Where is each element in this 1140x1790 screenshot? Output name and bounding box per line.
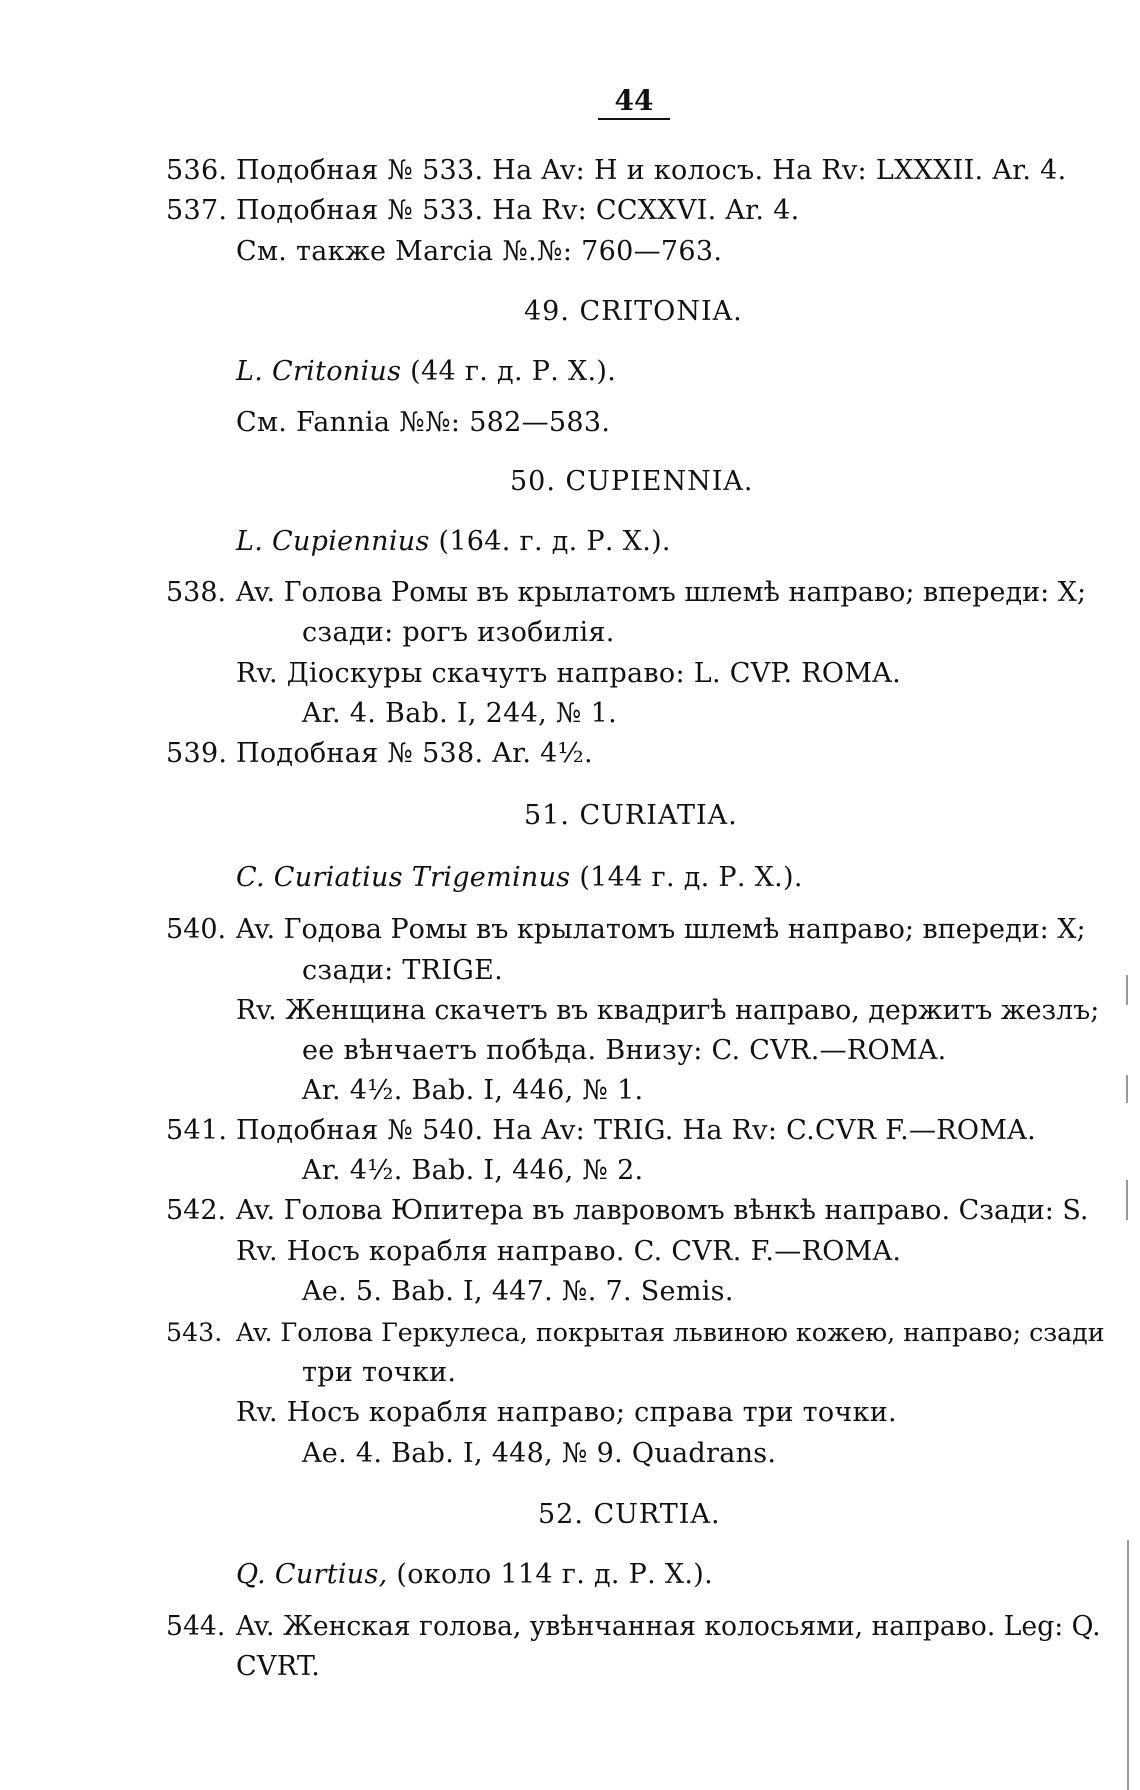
scan-edge-mark (1126, 1075, 1128, 1103)
entry-542-ref: Ae. 5. Bab. I, 447. №. 7. Semis. (302, 1276, 734, 1307)
entry-537 (166, 195, 800, 227)
section-heading-50: 50. CUPIENNIA. (510, 466, 754, 497)
scan-edge-mark (1126, 975, 1128, 1005)
page-number-rule (598, 118, 670, 120)
entry-number: 537. (166, 195, 228, 226)
entry-number: 540. (166, 914, 227, 945)
entry-text: Подобная № 538. Ar. 4½. (236, 738, 593, 769)
entry-541 (166, 1115, 1036, 1147)
entry-number: 541. (166, 1115, 228, 1146)
entry-542-reverse: Rv. Носъ корабля направо. C. CVR. F.—ROMA. (236, 1236, 902, 1267)
entry-544 (166, 1611, 1101, 1643)
entry-number: 539. (166, 738, 228, 769)
entry-537-see-also: См. также Marcia №.№: 760—763. (236, 236, 723, 267)
moneyer-name: L. Critonius (236, 356, 402, 387)
entry-536 (166, 155, 1067, 187)
entry-538 (166, 577, 1086, 609)
section-heading-49: 49. CRITONIA. (524, 296, 743, 327)
entry-text: Подобная № 533. На Av: H и колосъ. На Rv: LXXXII. Ar. 4. (236, 155, 1067, 186)
entry-number: 536. (166, 155, 228, 186)
entry-number: 544. (166, 1611, 226, 1642)
moneyer-date: (около 114 г. д. Р. X.). (396, 1559, 714, 1590)
entry-text: Av. Голова Ромы въ крылатомъ шлемѣ направо; впереди: X; (236, 577, 1087, 608)
page-number: 44 (614, 84, 654, 117)
entry-542 (166, 1195, 1089, 1227)
moneyer-name: Q. Curtius, (236, 1559, 388, 1590)
moneyer-cupiennius (236, 526, 671, 558)
entry-number: 543. (166, 1318, 223, 1347)
moneyer-curiatius (236, 862, 803, 894)
entry-text: Av. Голова Юпитера въ лавровомъ вѣнкѣ направо. Сзади: S. (236, 1195, 1089, 1226)
entry-540-ref: Ar. 4½. Bab. I, 446, № 1. (302, 1075, 644, 1106)
entry-number: 542. (166, 1195, 227, 1226)
moneyer-critonius (236, 356, 616, 388)
entry-540-reverse: Rv. Женщина скачетъ въ квадригѣ направо, держитъ жезлъ; (236, 995, 1100, 1026)
entry-538-ref: Ar. 4. Bab. I, 244, № 1. (302, 698, 617, 729)
moneyer-date: (164. г. д. Р. X.). (438, 526, 671, 557)
entry-543-cont: три точки. (302, 1357, 457, 1388)
entry-540 (166, 914, 1086, 946)
entry-541-ref: Ar. 4½. Bab. I, 446, № 2. (302, 1155, 644, 1186)
moneyer-date: (44 г. д. Р. X.). (410, 356, 617, 387)
entry-text: Подобная № 533. На Rv: CCXXVI. Ar. 4. (236, 195, 800, 226)
section-heading-52: 52. CURTIA. (538, 1499, 721, 1530)
entry-538-reverse: Rv. Діоскуры скачутъ направо: L. CVP. ROMA. (236, 658, 901, 689)
entry-540-cont: сзади: TRIGE. (302, 955, 504, 986)
entry-543-ref: Ae. 4. Bab. I, 448, № 9. Quadrans. (302, 1438, 777, 1469)
entry-539 (166, 738, 593, 770)
entry-number: 538. (166, 577, 227, 608)
scan-edge-mark (1126, 1180, 1128, 1220)
entry-543-reverse: Rv. Носъ корабля направо; справа три точки. (236, 1397, 897, 1428)
critonius-see-also: См. Fannia №№: 582—583. (236, 407, 611, 438)
entry-544-cont: CVRT. (236, 1651, 321, 1682)
entry-text: Подобная № 540. На Av: TRIG. На Rv: C.CVR F.—ROMA. (236, 1115, 1036, 1146)
entry-538-cont: сзади: рогъ изобилія. (302, 617, 615, 648)
moneyer-name: C. Curiatius Trigeminus (236, 862, 571, 893)
entry-text: Av. Женская голова, увѣнчанная колосьями, направо. Leg: Q. (236, 1611, 1101, 1642)
entry-text: Av. Голова Геркулеса, покрытая львиною кожею, направо; сзади (236, 1318, 1105, 1347)
scan-edge-mark (1127, 1540, 1129, 1790)
entry-543 (166, 1317, 1105, 1349)
moneyer-date: (144 г. д. Р. X.). (579, 862, 803, 893)
section-heading-51: 51. CURIATIA. (524, 800, 738, 831)
moneyer-name: L. Cupiennius (236, 526, 430, 557)
entry-text: Av. Годова Ромы въ крылатомъ шлемѣ направо; впереди: X; (236, 914, 1086, 945)
entry-540-reverse-cont: ее вѣнчаетъ побѣда. Внизу: C. CVR.—ROMA. (302, 1035, 947, 1066)
moneyer-curtius (236, 1559, 713, 1591)
